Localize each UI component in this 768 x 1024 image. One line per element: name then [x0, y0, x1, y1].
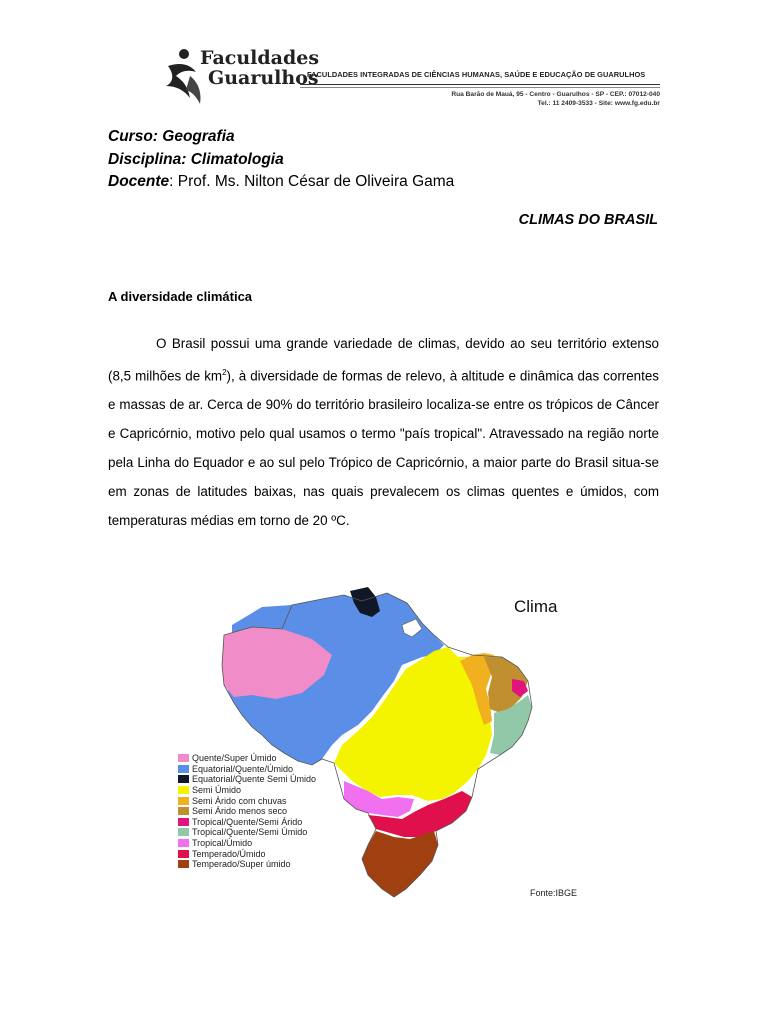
legend-label: Temperado/Super úmido	[192, 859, 291, 870]
logo-wordmark	[200, 48, 319, 88]
legend-label: Temperado/Úmido	[192, 848, 266, 859]
legend-item	[178, 806, 316, 817]
curso-label: Curso:	[108, 128, 158, 145]
legend-item	[178, 764, 316, 775]
logo-line-2: Guarulhos	[208, 67, 319, 89]
legend-item	[178, 859, 316, 870]
paragraph-superscript: 2	[222, 368, 227, 377]
paragraph-part-1: O Brasil possui uma grande variedade de climas, devido ao seu território extenso (8,5 milhões de km	[108, 336, 659, 384]
map-title: Clima	[514, 597, 558, 616]
document-title: CLIMAS DO BRASIL	[518, 212, 658, 228]
legend-swatch	[178, 839, 189, 847]
letterhead	[150, 40, 660, 112]
header-divider-thin	[300, 87, 660, 88]
legend-swatch	[178, 850, 189, 858]
legend-label: Semi Úmido	[192, 785, 242, 796]
course-info	[108, 126, 454, 194]
header-divider	[300, 84, 660, 85]
legend-swatch	[178, 797, 189, 805]
curso-value: Geografia	[162, 128, 235, 145]
contact-line: Tel.: 11 2409-3533 - Site: www.fg.edu.br	[537, 100, 660, 107]
legend-label: Quente/Super Úmido	[192, 753, 277, 764]
address-line: Rua Barão de Mauá, 95 - Centro - Guarulhos - SP - CEP.: 07012-040	[451, 91, 660, 98]
institution-address	[451, 90, 660, 108]
disciplina-value: Climatologia	[190, 150, 284, 168]
legend-swatch	[178, 807, 189, 815]
logo-line-1: Faculdades	[200, 47, 320, 69]
legend-item	[178, 817, 316, 828]
brazil-climate-map	[172, 585, 578, 903]
legend-item	[178, 827, 316, 838]
legend-swatch	[178, 818, 189, 826]
disciplina-label: Disciplina:	[108, 150, 187, 168]
legend-label: Equatorial/Quente/Úmido	[192, 763, 294, 774]
legend-item	[178, 848, 316, 859]
legend-swatch	[178, 754, 189, 762]
docente-label: Docente	[108, 173, 170, 190]
legend-swatch	[178, 765, 189, 773]
docente-value: Prof. Ms. Nilton César de Oliveira Gama	[177, 173, 455, 190]
legend-item	[178, 753, 316, 764]
legend-item	[178, 785, 316, 796]
docente-colon: :	[169, 173, 174, 190]
legend-label: Tropical/Quente/Semi Árido	[192, 816, 303, 827]
map-source: Fonte:IBGE	[530, 888, 578, 898]
legend-item	[178, 838, 316, 849]
disciplina-row	[108, 149, 454, 172]
legend-item	[178, 795, 316, 806]
legend-swatch	[178, 860, 189, 868]
legend-label: Equatorial/Quente Semi Úmido	[192, 774, 317, 785]
legend-label: Tropical/Úmido	[192, 838, 253, 849]
legend-label: Semi Árido menos seco	[192, 806, 288, 817]
docente-row	[108, 171, 454, 194]
legend-swatch	[178, 786, 189, 794]
curso-row	[108, 126, 454, 149]
paragraph-part-2: ), à diversidade de formas de relevo, à altitude e dinâmica das correntes e massas de ar. Cerca de 90% do território brasileiro localiza-se entre os trópicos de Câncer e Capricórnio, motivo pelo qual usamos o termo "país tropical". Atravessado na região norte pela Linha do Equador e ao sul pelo Trópico de Capricórnio, a maior parte do Brasil situa-se em zonas de latitudes baixas, nas quais prevalecem os climas quentes e úmidos, com temperaturas médias em torno de 20 ºC.	[108, 368, 659, 529]
map-legend	[178, 753, 316, 870]
legend-label: Semi Árido com chuvas	[192, 795, 287, 806]
legend-item	[178, 774, 316, 785]
legend-label: Tropical/Quente/Semi Úmido	[192, 827, 308, 838]
institution-name: FACULDADES INTEGRADAS DE CIÊNCIAS HUMANAS, SAÚDE E EDUCAÇÃO DE GUARULHOS	[307, 70, 646, 79]
body-paragraph	[108, 329, 659, 535]
legend-swatch	[178, 828, 189, 836]
legend-swatch	[178, 775, 189, 783]
section-title: A diversidade climática	[108, 289, 253, 304]
